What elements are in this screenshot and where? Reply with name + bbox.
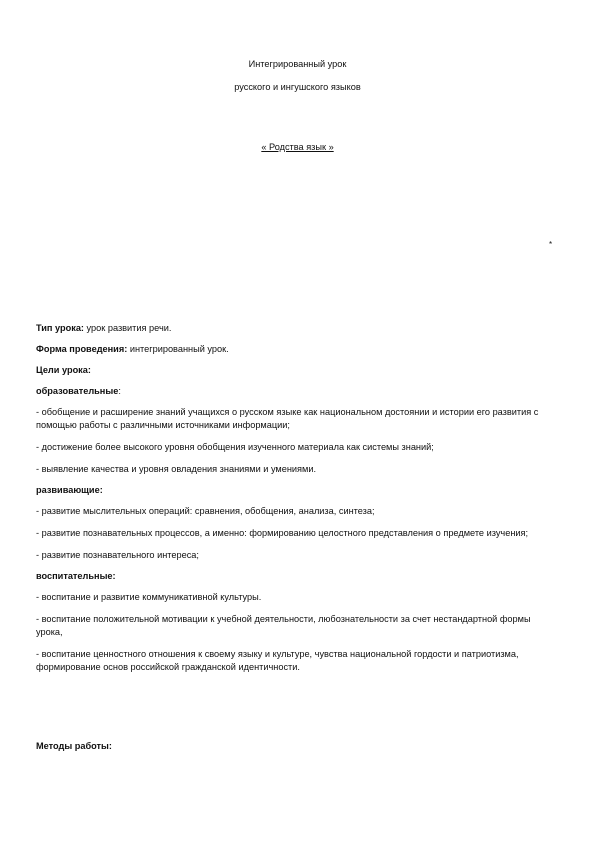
educational-item: - достижение более высокого уровня обобщения изученного материала как системы знаний; — [36, 442, 434, 452]
educational-colon: : — [118, 386, 121, 396]
lesson-type — [36, 322, 556, 335]
lesson-form — [36, 343, 556, 356]
lesson-form-value: интегрированный урок. — [127, 344, 229, 354]
developing-heading: развивающие: — [36, 485, 103, 495]
lesson-type-value: урок развития речи. — [84, 323, 172, 333]
upbringing-item: - воспитание ценностного отношения к своему языку и культуре, чувства национальной гордости и патриотизма, формирование основ российской гражданской идентичности. — [36, 649, 519, 672]
educational-item: - выявление качества и уровня овладения знаниями и умениями. — [36, 464, 317, 474]
developing-item: - развитие познавательных процессов, а именно: формированию целостного представления о предмете изучения; — [36, 528, 529, 538]
upbringing-item: - воспитание и развитие коммуникативной культуры. — [36, 592, 262, 602]
educational-item: - обобщение и расширение знаний учащихся о русском языке как национальном достоянии и истории его развития с помощью работы с различными источниками информации; — [36, 407, 539, 430]
educational-heading — [36, 385, 556, 398]
developing-item: - развитие познавательного интереса; — [36, 550, 199, 560]
asterisk-mark: * — [549, 240, 553, 249]
title-line-2: русского и ингушского языков — [234, 82, 361, 92]
title-line-1: Интегрированный урок — [248, 59, 347, 69]
educational-label: образовательные — [36, 386, 119, 396]
goals-heading: Цели урока: — [36, 365, 91, 375]
methods-heading: Методы работы: — [36, 741, 112, 751]
upbringing-item: - воспитание положительной мотивации к учебной деятельности, любознательности за счет нестандартной формы урока, — [36, 614, 531, 637]
lesson-topic: « Родства язык » — [261, 142, 334, 152]
lesson-type-label: Тип урока: — [36, 323, 84, 333]
lesson-body — [36, 322, 556, 674]
developing-item: - развитие мыслительных операций: сравнения, обобщения, анализа, синтеза; — [36, 506, 375, 516]
lesson-form-label: Форма проведения: — [36, 344, 128, 354]
upbringing-heading: воспитательные: — [36, 571, 116, 581]
